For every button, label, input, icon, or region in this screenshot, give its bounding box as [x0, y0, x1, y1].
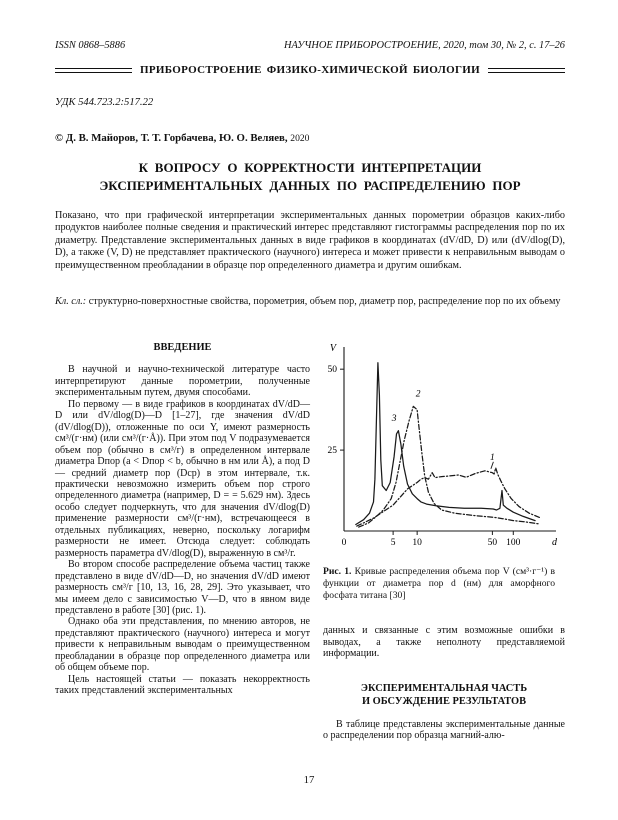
svg-text:0: 0 — [341, 538, 347, 549]
svg-text:5: 5 — [390, 538, 396, 549]
svg-text:1: 1 — [490, 453, 495, 464]
svg-text:d: d — [552, 537, 557, 549]
section-banner — [55, 64, 565, 76]
byline-year: 2020 — [290, 133, 310, 144]
banner-rule-left — [55, 68, 132, 73]
article-title-line1: К ВОПРОСУ О КОРРЕКТНОСТИ ИНТЕРПРЕТАЦИИ — [138, 160, 482, 175]
abstract: Показано, что при графической интерпретации экспериментальных данных порометрии образцов каких-либо продуктов наиболее полные сведения и практический интерес представляют гистограммы распределения пор по их диаметру. Представление экспериментальных данных в виде графиков в координатах (dV/dD, D) или (dV/dlog(D), D), а также (V, D) не представляет практического (научного) интереса и может привести к неправильным выводам о преимущественном преобладании в образце пор определенного диаметра и другим ошибкам. — [55, 210, 565, 271]
experimental-heading-line2: И ОБСУЖДЕНИЕ РЕЗУЛЬТАТОВ — [361, 695, 527, 707]
pore-distribution-chart — [323, 341, 559, 555]
curve-1 — [357, 468, 541, 526]
paragraph: данных и связанные с этим возможные ошибки в выводах, а также неполноту представляемой информации. — [323, 625, 565, 660]
article-title-line2: ЭКСПЕРИМЕНТАЛЬНЫХ ДАННЫХ ПО РАСПРЕДЕЛЕНИЮ ПОР — [99, 177, 521, 193]
svg-text:100: 100 — [506, 538, 521, 549]
figure-caption — [323, 566, 555, 601]
paragraph: В таблице представлены экспериментальные данные о распределении пор образца магний-алю- — [323, 718, 565, 742]
svg-text:50: 50 — [487, 538, 498, 549]
two-column-body — [55, 341, 565, 741]
paragraph: Однако оба эти представления, по мнению авторов, не представляют практического (научного) интереса и могут привести к неправильным выводам о преимущественном преобладании в образце пор определенного диаметра или об общем объеме пор. — [55, 616, 310, 674]
paragraph: Во втором способе распределение объема частиц также представлено в виде dV/dD—D, но значения dV/dD имеют размерность см³/г [10, 13, 16, 28, 29]. Это указывает, что мы имеем дело с зависимостью V—D, что в явном виде представлено в работе [30] (рис. 1). — [55, 559, 310, 616]
authors: © Д. В. Майоров, Т. Т. Горбачева, Ю. О. Веляев, — [55, 132, 288, 144]
byline — [55, 132, 565, 144]
figure-caption-label: Рис. 1. — [323, 566, 352, 578]
svg-text:50: 50 — [327, 365, 337, 376]
journal-reference: НАУЧНОЕ ПРИБОРОСТРОЕНИЕ, 2020, том 30, № 2, c. 17–26 — [284, 40, 565, 51]
left-column — [55, 341, 310, 741]
svg-text:25: 25 — [327, 446, 337, 457]
svg-text:3: 3 — [391, 414, 397, 425]
curve-3 — [356, 363, 535, 525]
page-header — [55, 40, 565, 51]
page-number: 17 — [303, 774, 315, 786]
svg-text:10: 10 — [412, 538, 422, 549]
paragraph: Цель настоящей статьи — показать некорректность таких представлений экспериментальных — [55, 673, 310, 697]
svg-text:V: V — [329, 343, 336, 355]
right-column — [323, 341, 565, 741]
figure-caption-text: Кривые распределения объема пор V (см³·г⁻¹) в функции от диаметра пор d (нм) для аморфного фосфата титана [30] — [323, 566, 556, 601]
section-banner-title: ПРИБОРОСТРОЕНИЕ ФИЗИКО-ХИМИЧЕСКОЙ БИОЛОГИИ — [140, 64, 480, 76]
paragraph: В научной и научно-технической литературе часто интерпретируют данные порометрии, полученные экспериментальным путем, двумя способами. — [55, 364, 310, 399]
experimental-heading — [323, 682, 565, 708]
keywords — [55, 296, 565, 308]
svg-text:2: 2 — [415, 390, 421, 401]
keywords-label: Кл. сл.: — [55, 296, 87, 308]
keywords-text: структурно-поверхностные свойства, порометрия, объем пор, диаметр пор, распределение пор по их объему — [86, 296, 561, 308]
udk-code: УДК 544.723.2:517.22 — [55, 97, 154, 108]
experimental-heading-line1: ЭКСПЕРИМЕНТАЛЬНАЯ ЧАСТЬ — [360, 682, 528, 694]
paragraph: По первому — в виде графиков в координатах dV/dD—D или dV/dlog(D)—D [1–27], где значения dV/dD (dV/dlog(D)), отложенные по оси Y, имеют размерность см³/(г·нм) (или см³/(г·Å)). При этом под V подразумевается объем пор (обычно в см³/г) в определенном интервале диаметра Dпор (a < Dпор < b, обычно в нм или Å), а под D — средний диаметр пор (Dср) в этом интервале, т.к. практически невозможно измерить объем пор строго определенного диаметра (например, D = = 5.629 нм). Здесь особо следует подчеркнуть, что для значения dV/dlog(D) применение размерности см³/(г·нм), встречающееся в отдельных публикациях, неверно, поскольку логарифм размерности не имеет. Отсюда следует: соблюдать размерность параметра dV/dlog(D), выраженную в см³/г. — [55, 398, 310, 559]
intro-heading: ВВЕДЕНИЕ — [153, 342, 212, 354]
issn: ISSN 0868–5886 — [55, 40, 126, 51]
article-title — [55, 159, 565, 194]
banner-rule-right — [488, 68, 565, 73]
figure-1 — [323, 341, 565, 601]
curve-2 — [359, 407, 539, 528]
